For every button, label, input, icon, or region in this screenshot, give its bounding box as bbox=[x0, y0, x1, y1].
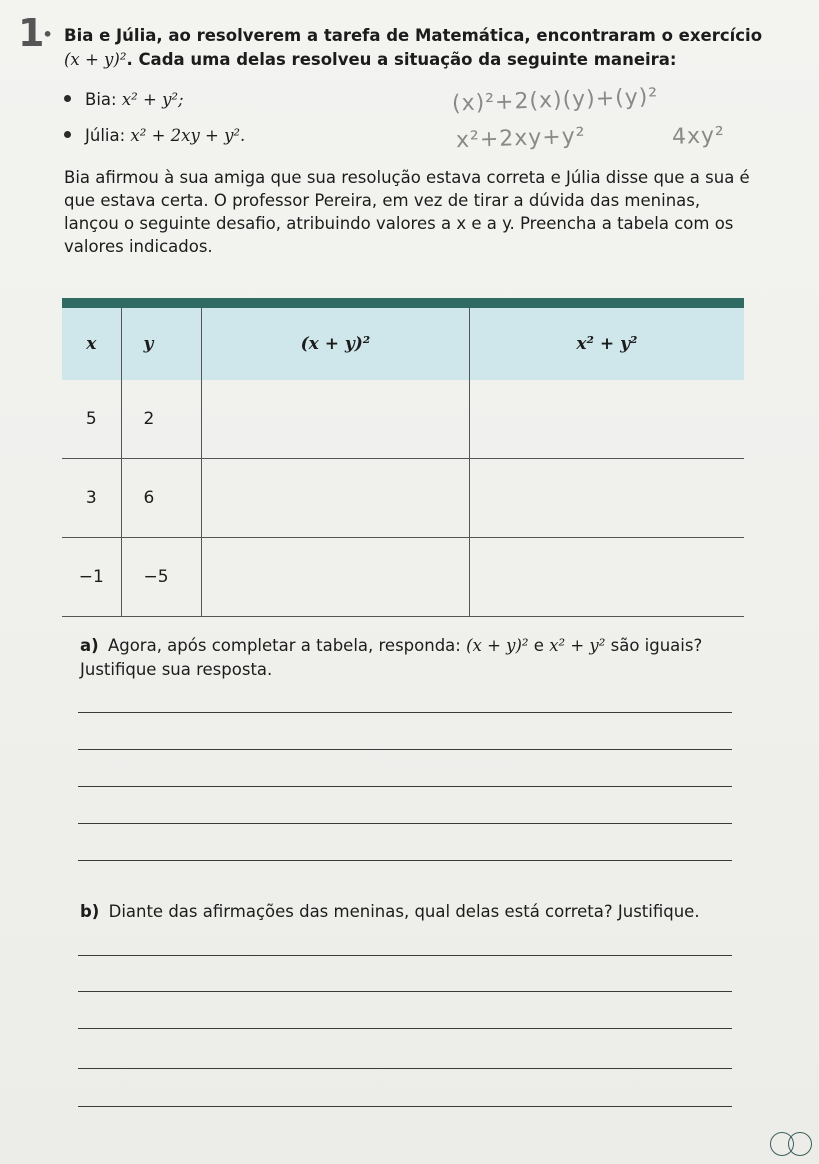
answer-line-a1[interactable] bbox=[78, 712, 732, 713]
cell-x: 3 bbox=[62, 459, 121, 538]
cell-sum-squared[interactable] bbox=[202, 459, 470, 538]
answer-line-a5[interactable] bbox=[78, 860, 732, 861]
answer-line-b3[interactable] bbox=[78, 1028, 732, 1029]
handwriting-side: 4xy² bbox=[671, 123, 726, 150]
answer-line-b1[interactable] bbox=[78, 955, 732, 956]
header-sum-squared: (x + y)² bbox=[300, 334, 371, 354]
intro-expression: (x + y)² bbox=[64, 50, 127, 69]
table-row bbox=[62, 538, 744, 617]
cell-sum-squared[interactable] bbox=[202, 380, 470, 459]
cell-sum-of-squares[interactable] bbox=[469, 459, 744, 538]
intro-text: Bia e Júlia, ao resolverem a tarefa de Matemática, encontraram o exercício (x + y)². Cada uma delas resolveu a situação da seguinte maneira: bbox=[64, 26, 763, 69]
answer-line-a3[interactable] bbox=[78, 786, 732, 787]
circle-icon bbox=[788, 1132, 812, 1156]
cell-y: 2 bbox=[121, 380, 202, 459]
answer-julia: Júlia: x² + 2xy + y². bbox=[64, 126, 245, 145]
cell-sum-squared[interactable] bbox=[202, 538, 470, 617]
cell-y: −5 bbox=[121, 538, 202, 617]
handwriting-julia: x²+2xy+y² bbox=[455, 123, 586, 154]
cell-x: −1 bbox=[62, 538, 121, 617]
cell-y: 6 bbox=[121, 459, 202, 538]
handwriting-bia: (x)²+2(x)(y)+(y)² bbox=[451, 84, 659, 117]
cell-sum-of-squares[interactable] bbox=[469, 538, 744, 617]
question-b: b) Diante das afirmações das meninas, qual delas está correta? Justifique. bbox=[80, 902, 700, 921]
cell-x: 5 bbox=[62, 380, 121, 459]
table-row bbox=[62, 380, 744, 459]
answer-line-b4[interactable] bbox=[78, 1068, 732, 1069]
values-table bbox=[62, 298, 744, 617]
table-row bbox=[62, 459, 744, 538]
header-y: y bbox=[143, 334, 154, 354]
answer-line-b5[interactable] bbox=[78, 1106, 732, 1107]
answer-bia: Bia: x² + y²; bbox=[64, 90, 184, 109]
header-sum-of-squares: x² + y² bbox=[576, 334, 638, 354]
answer-line-b2[interactable] bbox=[78, 991, 732, 992]
answer-line-a4[interactable] bbox=[78, 823, 732, 824]
header-x: x bbox=[86, 334, 97, 354]
table-header-row bbox=[62, 308, 744, 380]
bullet-icon bbox=[64, 131, 71, 138]
answer-line-a2[interactable] bbox=[78, 749, 732, 750]
question-number: 1• bbox=[18, 11, 53, 55]
bullet-icon bbox=[64, 95, 71, 102]
question-a: a) Agora, após completar a tabela, responda: (x + y)² e x² + y² são iguais? Justifique sua resposta. bbox=[80, 636, 703, 679]
cell-sum-of-squares[interactable] bbox=[469, 380, 744, 459]
problem-paragraph: Bia afirmou à sua amiga que sua resolução estava correta e Júlia disse que a sua é que estava certa. O professor Pereira, em vez de tirar a dúvida das meninas, lançou o seguinte desafio, atribuindo valores a x e a y. Preencha a tabela com os valores indicados. bbox=[64, 168, 750, 256]
